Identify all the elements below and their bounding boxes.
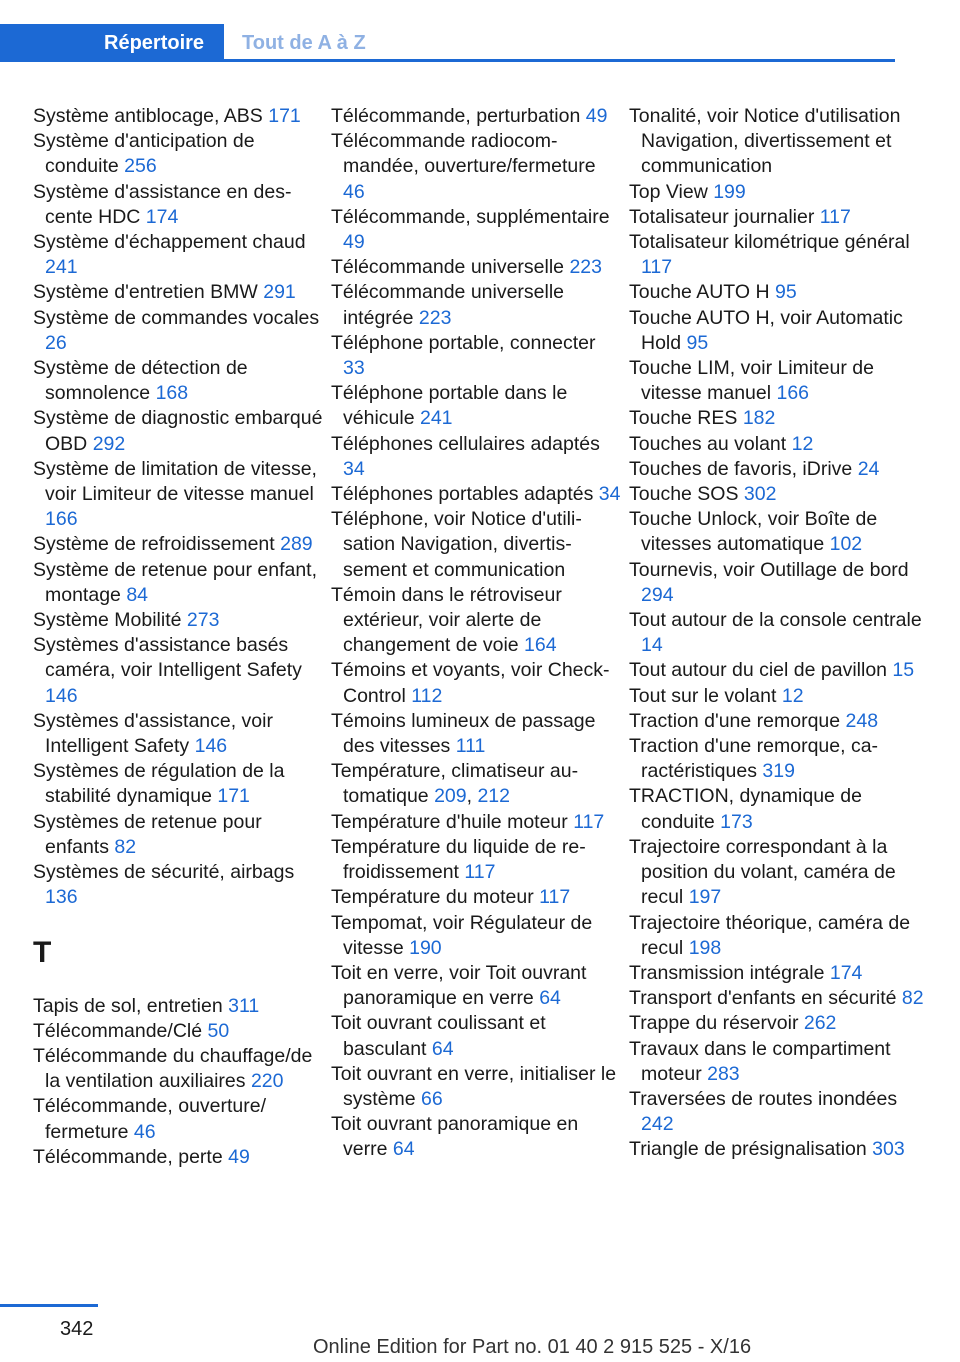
index-entry (629, 961, 929, 986)
page-link[interactable]: 262 (803, 1012, 837, 1035)
index-entry (629, 432, 929, 457)
index-entry (33, 356, 323, 406)
page-link[interactable]: 174 (145, 205, 179, 228)
index-entry (33, 1094, 323, 1144)
page-link[interactable]: 146 (194, 735, 228, 758)
page-link[interactable]: 291 (263, 281, 296, 304)
page-link[interactable]: 49 (343, 231, 365, 254)
index-entry-term: Téléphones portables adaptés (331, 483, 599, 506)
index-entry-term: Tout sur le volant (629, 684, 782, 707)
page-link[interactable]: 171 (268, 105, 301, 127)
page-link[interactable]: 197 (688, 886, 722, 909)
index-entry-term: Température, climatiseur automatique (331, 760, 579, 808)
page-link[interactable]: 311 (228, 994, 260, 1017)
page-link[interactable]: 15 (892, 659, 915, 682)
page-link[interactable]: 112 (411, 684, 443, 707)
page-link[interactable]: 12 (791, 432, 814, 455)
index-entry (331, 432, 621, 482)
page-link[interactable]: 241 (419, 407, 453, 430)
page-link[interactable]: 84 (126, 583, 149, 606)
page-link[interactable]: 33 (343, 357, 365, 380)
page-link[interactable]: 64 (392, 1138, 415, 1161)
index-entry-term: Système d'échappement chaud (33, 231, 306, 254)
index-entry (629, 734, 929, 784)
page-link[interactable]: 117 (539, 886, 571, 909)
index-entry-term: Télécommande, perte (33, 1145, 229, 1168)
index-entry-term: Top View (629, 180, 714, 203)
index-entry (33, 1019, 323, 1044)
index-entry-term: Téléphone portable, connecter (331, 331, 596, 354)
index-entry (33, 532, 323, 557)
index-entry (629, 180, 929, 205)
page-link[interactable]: 166 (776, 382, 810, 405)
index-entry (629, 608, 929, 658)
index-entry (331, 709, 621, 759)
index-entry-term: Téléphone portable dans le véhicule (331, 382, 568, 430)
page-link[interactable]: 14 (641, 634, 663, 657)
index-entry-term: Télécommande du chauffage/de la ventilation auxiliaires (33, 1044, 313, 1093)
page-link[interactable]: 95 (774, 281, 797, 304)
header-rule (0, 59, 895, 62)
index-entry-term: Téléphone, voir Notice d'utilisation Navigation, divertissement et communication (331, 508, 582, 581)
index-entry (33, 608, 323, 633)
page-link[interactable]: 168 (155, 382, 189, 405)
index-entry (33, 104, 323, 129)
index-entry-term: Température d'huile moteur (331, 810, 574, 833)
index-entry-term: Télécommande, perturbation (331, 105, 586, 127)
index-entry-term: Température du moteur (331, 886, 540, 909)
edition-label: Online Edition for Part no. 01 40 2 915 525 - X/16 (313, 1336, 752, 1358)
index-entry (33, 759, 323, 809)
page-link[interactable]: 136 (45, 886, 78, 909)
index-entry (629, 784, 929, 834)
index-entry-term: Toit en verre, voir Toit ouvrant panoramique en verre (331, 961, 587, 1010)
index-entry (629, 406, 929, 431)
page-link[interactable]: 49 (228, 1145, 250, 1168)
index-entry-term: Système Mobilité (33, 609, 187, 632)
page-link[interactable]: 212 (477, 785, 510, 808)
index-entry (629, 1137, 929, 1162)
page-link[interactable]: 223 (418, 306, 452, 329)
index-entry-term: Télécommande/Clé (33, 1019, 208, 1042)
index-entry-term: Télécommande radiocommandée, ouverture/fermeture (331, 130, 596, 178)
section-letter: T (33, 935, 52, 969)
index-entry-term: Touche SOS (629, 483, 744, 506)
index-entry (331, 1011, 621, 1061)
index-entry-term: Téléphones cellulaires adaptés (331, 432, 600, 455)
index-entry-term: Transmission intégrale (629, 961, 830, 984)
index-entry-term: Toit ouvrant coulissant et basculant (331, 1012, 546, 1060)
index-entry (629, 911, 929, 961)
index-entry-term: Système de refroidissement (33, 533, 281, 556)
index-entry-term: Tout autour du ciel de pavillon (629, 659, 893, 682)
index-entry (331, 1062, 621, 1112)
page-link[interactable]: 302 (743, 483, 777, 506)
index-entry-term: Température du liquide de refroidissement (331, 835, 586, 884)
index-entry-term: Toit ouvrant en verre, initialiser le système (331, 1062, 617, 1110)
index-entry (629, 1037, 929, 1087)
index-entry-term: Témoins et voyants, voir Check-Control (331, 659, 610, 707)
index-entry-term: Tournevis, voir Outillage de bord (629, 558, 909, 581)
page-link[interactable]: 46 (133, 1120, 156, 1143)
index-entry (331, 255, 621, 280)
page-link[interactable]: 111 (455, 735, 486, 758)
index-entry (331, 759, 621, 809)
index-entry (33, 306, 323, 356)
index-entry (33, 558, 323, 608)
index-entry (331, 482, 621, 507)
index-entry-term: Systèmes de sécurité, airbags (33, 861, 295, 884)
index-entry (33, 129, 323, 179)
index-column-1 (33, 104, 323, 1170)
index-column-3 (629, 104, 929, 1163)
index-entry (33, 633, 323, 709)
index-entry (629, 658, 929, 683)
index-entry (331, 381, 621, 431)
page-link[interactable]: 117 (641, 256, 673, 279)
index-entry (331, 583, 621, 659)
index-entry-term: Totalisateur kilométrique général (629, 231, 910, 254)
page-link[interactable]: 273 (186, 609, 220, 632)
index-entry (629, 684, 929, 709)
index-entry (33, 860, 323, 910)
index-entry-term: Tonalité, voir Notice d'utilisation Navigation, divertissement et communication (629, 105, 901, 178)
index-entry (33, 280, 323, 305)
page-link[interactable]: 220 (250, 1070, 284, 1093)
index-entry-term: Trappe du réservoir (629, 1012, 804, 1035)
page-link[interactable]: 46 (343, 180, 365, 203)
index-entry (331, 331, 621, 381)
index-entry (33, 457, 323, 533)
index-column-2 (331, 104, 621, 1163)
index-entry (331, 280, 621, 330)
index-entry (629, 280, 929, 305)
page-link[interactable]: 64 (431, 1037, 454, 1060)
index-entry-term: Traction d'une remorque, caractéristiques (629, 735, 879, 783)
page-link[interactable]: 117 (464, 861, 496, 884)
page-link[interactable]: 174 (829, 961, 863, 984)
index-entry-term: Système de commandes vocales (33, 306, 320, 329)
index-entry-term: Télécommande universelle (331, 256, 570, 279)
index-entry (33, 810, 323, 860)
index-entry-term: Tout autour de la console centrale (629, 609, 922, 632)
page-link[interactable]: 34 (598, 483, 621, 506)
index-entry (331, 911, 621, 961)
tab-tout-de-a-a-z[interactable]: Tout de A à Z (242, 32, 366, 54)
index-entry (331, 205, 621, 255)
index-entry (331, 885, 621, 910)
index-entry-term: Touche AUTO H (629, 281, 775, 304)
index-entry (331, 835, 621, 885)
page-link[interactable]: 223 (569, 256, 602, 279)
index-entry-term: Télécommande, supplémentaire (331, 205, 610, 228)
index-entry-term: Télécommande universelle intégrée (331, 281, 565, 329)
index-entry-term: Système d'assistance en descente HDC (33, 180, 292, 228)
index-entry (331, 1112, 621, 1162)
index-entry-term: Systèmes de retenue pour enfants (33, 810, 262, 858)
index-entry-term: Systèmes d'assistance basés caméra, voir Intelligent Safety (33, 634, 302, 682)
index-entry-term: Traversées de routes inondées (629, 1087, 898, 1110)
index-entry-term: Touche AUTO H, voir Automatic Hold (629, 306, 903, 354)
index-entry (629, 205, 929, 230)
index-entry-term: Totalisateur journalier (629, 205, 820, 228)
index-entry (629, 558, 929, 608)
index-entry-term: TRACTION, dynamique de conduite (629, 785, 863, 833)
index-entry (629, 1011, 929, 1036)
index-entry (629, 507, 929, 557)
index-entry (33, 994, 323, 1019)
page-link[interactable]: 173 (720, 810, 753, 833)
page-link[interactable]: 209 (434, 785, 467, 808)
index-entry (33, 1044, 323, 1094)
index-entry (33, 180, 323, 230)
index-entry (629, 835, 929, 911)
page-link[interactable]: 24 (857, 457, 880, 480)
page-link[interactable]: 146 (45, 684, 78, 707)
index-entry (331, 810, 621, 835)
index-entry-term: Système de détection de somnolence (33, 357, 248, 405)
index-entry (629, 986, 929, 1011)
index-entry-term: Travaux dans le compartiment moteur (629, 1037, 891, 1085)
index-entry-term: Trajectoire correspondant à la position du volant, caméra de recul (629, 835, 896, 909)
tab-repertoire[interactable]: Répertoire (0, 24, 224, 62)
page-link[interactable]: 198 (688, 936, 722, 959)
page-link[interactable]: 319 (762, 760, 795, 783)
index-entry (629, 356, 929, 406)
index-entry (33, 709, 323, 759)
page-link[interactable]: 26 (45, 331, 67, 354)
index-entry (629, 306, 929, 356)
page-link[interactable]: 117 (819, 205, 851, 228)
index-entry-term: Touche LIM, voir Limiteur de vitesse manuel (629, 357, 874, 405)
page-link[interactable]: 50 (207, 1019, 230, 1042)
index-entry (331, 658, 621, 708)
index-entry-term: Système d'anticipation de conduite (33, 130, 255, 178)
page-link[interactable]: 242 (641, 1113, 674, 1136)
page-link[interactable]: 164 (524, 634, 557, 657)
index-entry-term: Système antiblocage, ABS (33, 105, 269, 127)
index-entry (629, 482, 929, 507)
page-link[interactable]: 102 (829, 533, 863, 556)
index-entry (331, 129, 621, 205)
page-link[interactable]: 166 (45, 508, 78, 531)
page-link[interactable]: 66 (421, 1087, 443, 1110)
index-entry-term: Systèmes d'assistance, voir Intelligent Safety (33, 709, 273, 758)
index-entry (629, 457, 929, 482)
page-link[interactable]: 248 (845, 709, 879, 732)
page-link[interactable]: 49 (585, 105, 608, 127)
index-entry-term: Télécommande, ouverture/ fermeture (33, 1095, 267, 1143)
page-link[interactable]: 294 (641, 583, 674, 606)
index-entry-term: Tempomat, voir Régulateur de vitesse (331, 911, 593, 959)
index-entry-term: Témoins lumineux de passage des vitesses (331, 709, 596, 758)
index-entry-term: Touche RES (629, 407, 743, 430)
page-link[interactable]: 283 (707, 1062, 740, 1085)
index-entry (33, 230, 323, 280)
header-tab-bar (0, 24, 895, 62)
page-link[interactable]: 12 (781, 684, 804, 707)
page-separator: , (466, 785, 478, 808)
index-entry (629, 709, 929, 734)
page-link[interactable]: 182 (742, 407, 776, 430)
index-entry-term: Touches au volant (629, 432, 792, 455)
index-entry-term: Touche Unlock, voir Boîte de vitesses automatique (629, 508, 878, 556)
page-link[interactable]: 292 (92, 432, 126, 455)
page-link[interactable]: 95 (686, 331, 709, 354)
page-link[interactable]: 199 (713, 180, 746, 203)
index-entry (331, 961, 621, 1011)
index-entry (33, 1145, 323, 1170)
page-link[interactable]: 82 (901, 987, 924, 1010)
index-entry-term: Trajectoire théorique, caméra de recul (629, 911, 911, 959)
page-link[interactable]: 34 (343, 457, 365, 480)
index-entry (629, 230, 929, 280)
index-entry-term: Touches de favoris, iDrive (629, 457, 858, 480)
page-link[interactable]: 82 (114, 835, 137, 858)
index-entry-term: Triangle de présignalisation (629, 1138, 873, 1161)
index-entry-term: Toit ouvrant panoramique en verre (331, 1113, 579, 1161)
page-link[interactable]: 64 (539, 987, 561, 1010)
index-entry-term: Transport d'enfants en sécurité (629, 987, 902, 1010)
page-link[interactable]: 241 (45, 256, 78, 279)
page-link[interactable]: 256 (124, 155, 157, 178)
index-entry (33, 406, 323, 456)
index-entry (331, 507, 621, 583)
page-link[interactable]: 117 (573, 810, 605, 833)
index-entry-term: Tapis de sol, entretien (33, 994, 229, 1017)
page-link[interactable]: 303 (872, 1138, 905, 1161)
index-entry-term: Système de retenue pour enfant, montage (33, 558, 318, 606)
index-entry (629, 1087, 929, 1137)
index-entry-term: Systèmes de régulation de la stabilité dynamique (33, 760, 285, 808)
page-number: 342 (60, 1318, 94, 1340)
index-entry (629, 104, 929, 180)
index-entry-term: Traction d'une remorque (629, 709, 846, 732)
page-link[interactable]: 171 (217, 785, 250, 808)
index-entry-term: Système de limitation de vitesse, voir Limiteur de vitesse manuel (33, 457, 317, 506)
page-link[interactable]: 190 (409, 936, 442, 959)
footer-rule (0, 1304, 98, 1307)
index-entry-term: Système de diagnostic embarqué OBD (33, 407, 323, 455)
index-entry-term: Témoin dans le rétroviseur extérieur, voir alerte de changement de voie (331, 583, 562, 657)
index-entry (331, 104, 621, 129)
index-entry-term: Système d'entretien BMW (33, 281, 264, 304)
page-link[interactable]: 289 (280, 533, 313, 556)
